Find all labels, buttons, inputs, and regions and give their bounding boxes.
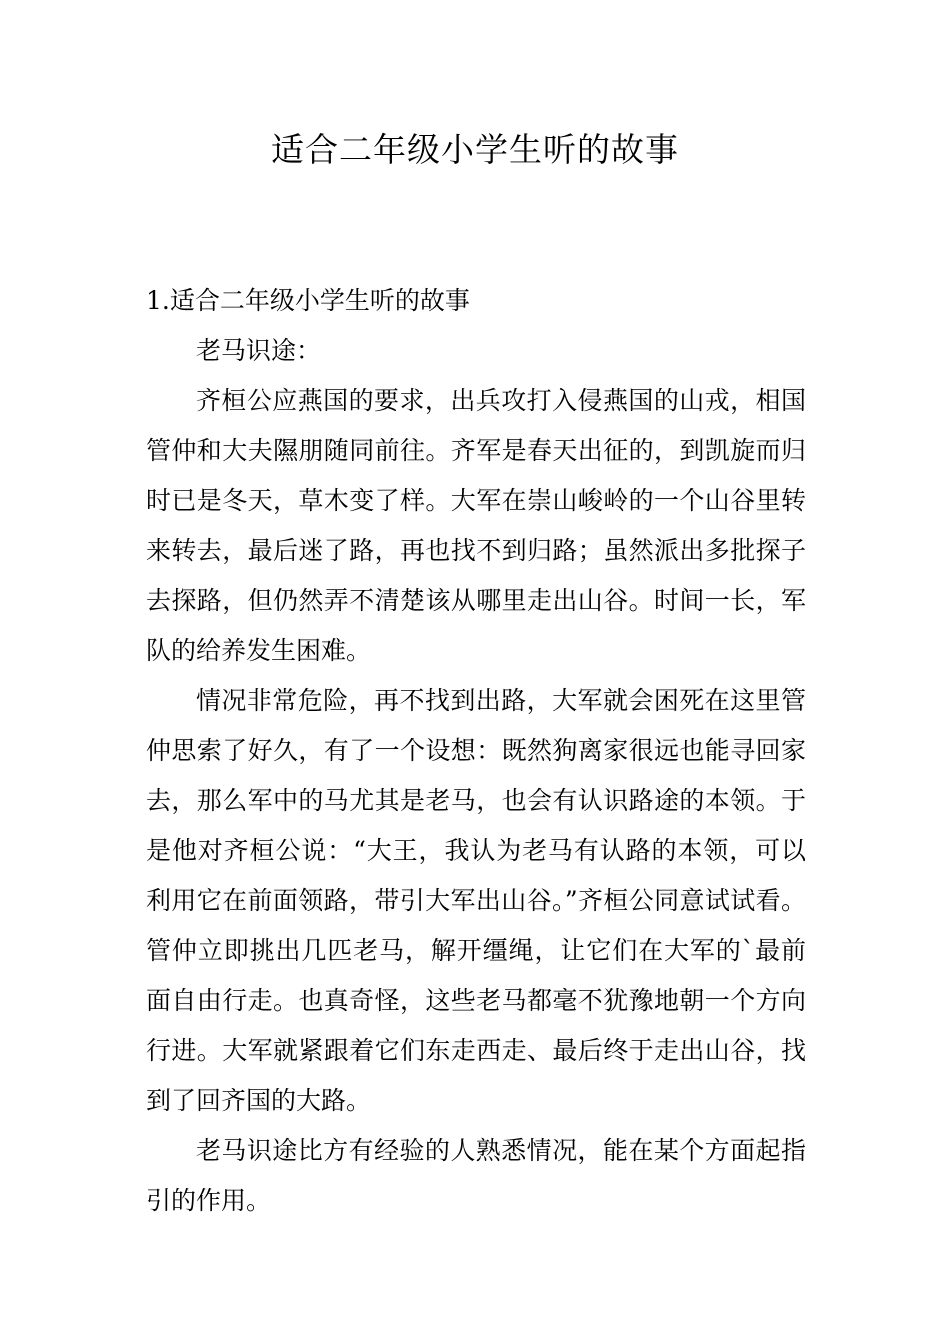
- story-title-paragraph: 老马识途：: [196, 336, 322, 365]
- section-heading: 1.适合二年级小学生听的故事: [146, 286, 470, 315]
- story-paragraph-1: 齐桓公应燕国的要求，出兵攻打入侵燕国的山戎，相国管仲和大夫隰朋随同前往。齐军是春天出征的，到凯旋而归时已是冬天，草木变了样。大军在崇山峻岭的一个山谷里转来转去，最后迷了路，再也找不到归路；虽然派出多批探子去探路，但仍然弄不清楚该从哪里走出山谷。时间一长，军队的给养发生困难。: [146, 386, 806, 665]
- story-paragraph-3: 老马识途比方有经验的人熟悉情况，能在某个方面起指引的作用。: [146, 1136, 806, 1215]
- story-paragraph-2: 情况非常危险，再不找到出路，大军就会困死在这里管仲思索了好久，有了一个设想：既然狗离家很远也能寻回家去，那么军中的马尤其是老马，也会有认识路途的本领。于是他对齐桓公说：“大王，我认为老马有认路的本领，可以利用它在前面领路，带引大军出山谷。”齐桓公同意试试看。管仲立即挑出几匹老马，解开缰绳，让它们在大军的`最前面自由行走。也真奇怪，这些老马都毫不犹豫地朝一个方向行进。大军就紧跟着它们东走西走、最后终于走出山谷，找到了回齐国的大路。: [146, 686, 806, 1115]
- document-title: 适合二年级小学生听的故事: [271, 130, 679, 169]
- document-body: [146, 276, 806, 1226]
